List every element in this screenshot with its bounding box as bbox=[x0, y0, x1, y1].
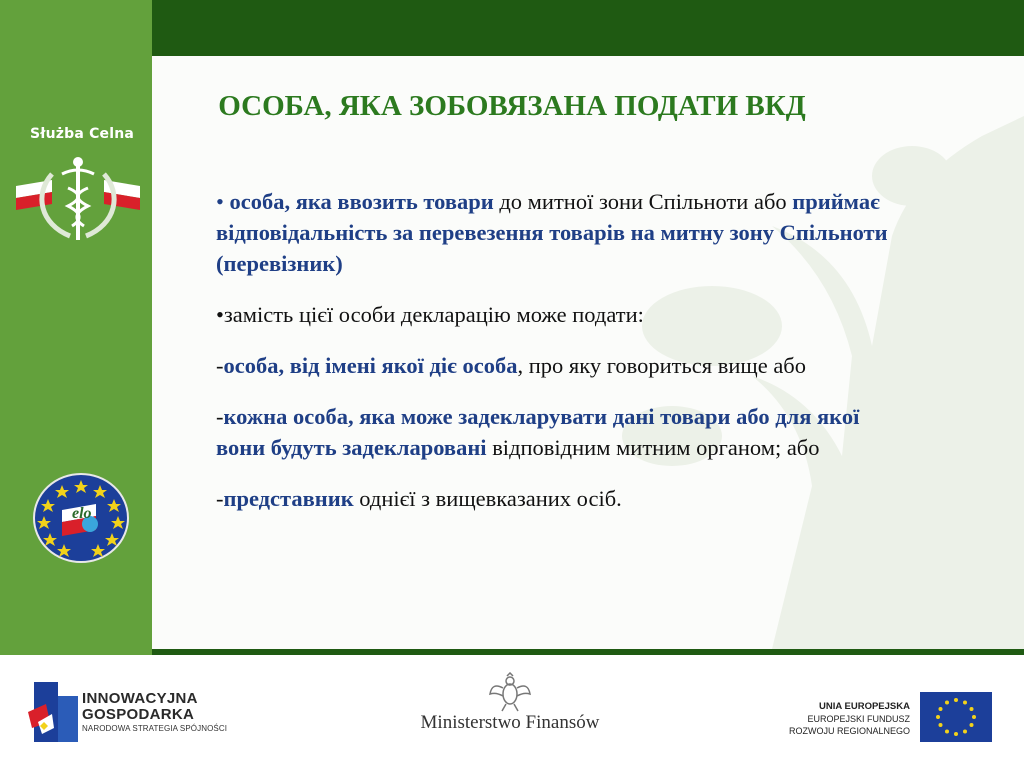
ue-line-3: ROZWOJU REGIONALNEGO bbox=[788, 726, 910, 736]
dash: - bbox=[216, 353, 224, 378]
sidebar bbox=[0, 0, 152, 655]
slide-title: ОСОБА, ЯКА ЗОБОВЯЗАНА ПОДАТИ ВКД bbox=[218, 90, 806, 122]
logo-label: Służba Celna bbox=[29, 126, 135, 142]
paragraph-2 bbox=[216, 299, 906, 330]
eu-customs-badge bbox=[32, 472, 130, 569]
ue-line-2: EUROPEJSKI FUNDUSZ bbox=[807, 714, 910, 724]
body-text: однієї з вищевказаних осіб. bbox=[359, 486, 622, 511]
badge-text: elo bbox=[72, 505, 92, 522]
top-bar bbox=[152, 0, 1024, 56]
eu-flag-icon bbox=[920, 692, 992, 742]
highlight-text: особа, яка ввозить товари bbox=[229, 189, 494, 214]
paragraph-1 bbox=[216, 186, 906, 279]
ministry-name: Ministerstwo Finansów bbox=[420, 712, 600, 733]
ig-text bbox=[82, 691, 227, 734]
body-text: відповідним митним органом; або bbox=[492, 435, 820, 460]
highlight-text: приймає відповідальність за перевезення товарів на митну зону Спільноти (перевізник) bbox=[216, 189, 888, 276]
body-text: •замість цієї особи декларацію може подати: bbox=[216, 302, 644, 327]
bullet: • bbox=[216, 189, 224, 214]
ue-line-1: UNIA EUROPEJSKA bbox=[819, 701, 910, 712]
body-text: , про яку говориться вище або bbox=[517, 353, 807, 378]
highlight-text: кожна особа, яка може задекларувати дані товари або для якої вони будуть задекларовані bbox=[216, 404, 860, 460]
eu-stars-circle-icon bbox=[32, 472, 130, 564]
paragraph-5 bbox=[216, 483, 906, 514]
customs-emblem-icon bbox=[12, 144, 144, 264]
dash: - bbox=[216, 404, 224, 429]
ig-line-3: NARODOWA STRATEGIA SPÓJNOŚCI bbox=[82, 724, 228, 733]
highlight-text: представник bbox=[223, 486, 354, 511]
slide-body bbox=[216, 186, 906, 534]
highlight-text: особа, від імені якої діє особа bbox=[223, 353, 518, 378]
paragraph-4 bbox=[216, 401, 906, 463]
innowacyjna-gospodarka-logo-icon bbox=[28, 682, 80, 742]
ue-text bbox=[760, 700, 910, 737]
body-text: до митної зони Спільноти або bbox=[499, 189, 787, 214]
ig-line-2: GOSPODARKA bbox=[82, 706, 195, 723]
ig-line-1: INNOWACYJNA bbox=[82, 690, 198, 707]
dash: - bbox=[216, 486, 224, 511]
polish-eagle-icon bbox=[488, 672, 532, 712]
paragraph-3 bbox=[216, 350, 906, 381]
